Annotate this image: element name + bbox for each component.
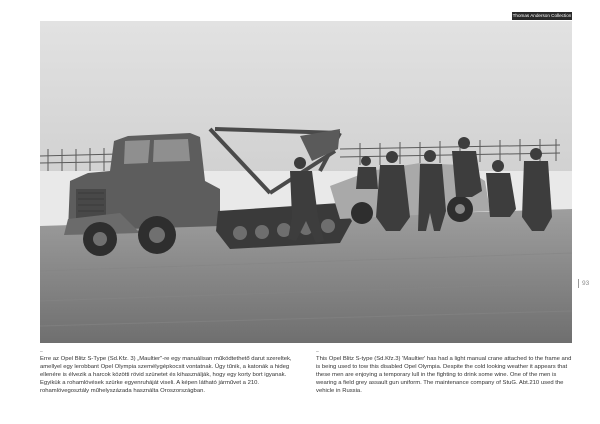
caption-hungarian-text: Erre az Opel Blitz S-Type (Sd.Kfz. 3) „Maultier"-re egy manuálisan működtethető darut szereltek, amellyel egy lerobbant Opel Olympia személygépkocsit vontatnak. Úgy tűnik, a katonák a hideg ellenére is élvezik a harcok közötti rövid szünetet és kihasználják, hogy egy korty bort igyanak. Egyikük a rohamlövések szürke egyenruháját viseli. A képen látható járművet a 210. rohamlövegosztály műhelyszázada használta Oroszországban. [40,356,292,395]
photo-illustration [40,21,572,343]
archival-photograph [40,21,572,343]
caption-english [316,350,572,395]
photo-credit-label: Thomas Anderson Collection [512,13,572,18]
caption-hungarian [40,350,296,395]
caption-marker: – [40,349,43,355]
caption-english-text: This Opel Blitz S-type (Sd.Kfz.3) 'Maultier' has had a light manual crane attached to the frame and is being used to tow this disabled Opel Olympia. Despite the cold looking weather it appears that these men are enjoying a temporary lull in the fighting to drink some wine. One of the men is wearing a field grey assault gun uniform. The maintenance company of StuG. Abt.210 used the vehicle in Russia. [316,356,572,395]
caption-marker: – [316,349,319,355]
page-number: 93 [578,279,594,288]
